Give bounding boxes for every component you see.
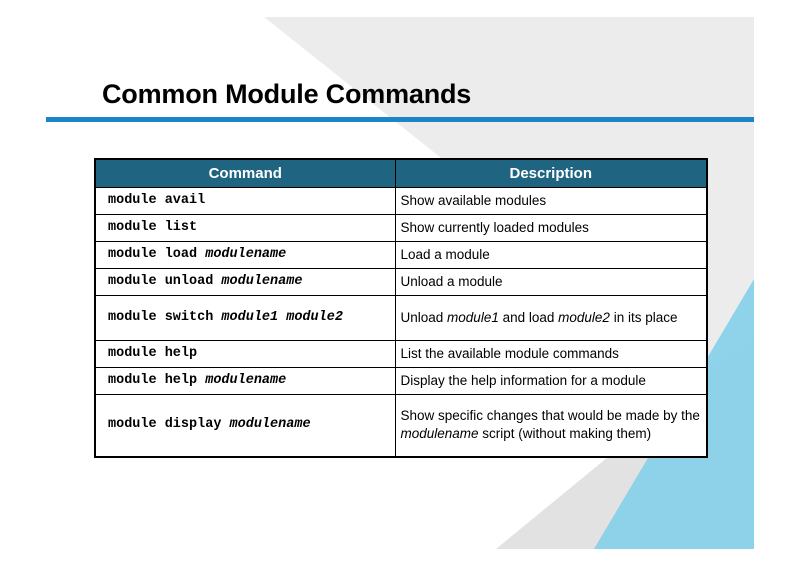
command-arg: modulename (229, 417, 311, 433)
slide (46, 17, 754, 549)
description-text: Unload a module (400, 274, 503, 289)
command-text: module display (108, 417, 230, 433)
description-italic: module1 (447, 310, 499, 325)
command-text: module avail (108, 193, 206, 208)
description-cell (395, 368, 707, 395)
table-row (95, 296, 707, 341)
description-cell (395, 215, 707, 242)
table-header-row (95, 159, 707, 188)
command-cell (95, 269, 395, 296)
command-cell (95, 395, 395, 457)
description-cell (395, 188, 707, 215)
command-cell (95, 188, 395, 215)
description-cell (395, 341, 707, 368)
description-text: Display the help information for a module (400, 373, 646, 388)
commands-table (94, 158, 708, 458)
description-text: Unload (400, 310, 448, 325)
description-text: Show available modules (400, 193, 547, 208)
command-text: module load (108, 247, 206, 262)
title-underline (46, 117, 754, 122)
description-text: script (without making them) (478, 426, 652, 442)
command-cell (95, 341, 395, 368)
description-italic: modulename (400, 426, 479, 442)
description-cell (395, 269, 707, 296)
header-command: Command (95, 159, 395, 188)
table-row (95, 395, 707, 457)
command-cell (95, 215, 395, 242)
command-arg: modulename (221, 274, 303, 289)
description-text: Show specific changes that would be made by the (400, 408, 700, 424)
description-text: List the available module commands (400, 346, 619, 361)
command-text: module help (108, 373, 206, 388)
command-arg: module1 module2 (221, 310, 343, 325)
table-row (95, 242, 707, 269)
command-text: module help (108, 346, 198, 361)
table-row (95, 269, 707, 296)
description-cell (395, 242, 707, 269)
command-arg: modulename (205, 247, 287, 262)
command-text: module switch (108, 310, 222, 325)
description-text: in its place (609, 310, 678, 325)
description-cell (395, 395, 707, 457)
description-cell (395, 296, 707, 341)
description-text: Show currently loaded modules (400, 220, 589, 235)
command-text: module unload (108, 274, 222, 289)
command-cell (95, 296, 395, 341)
table-row (95, 215, 707, 242)
table-row (95, 188, 707, 215)
description-text: and load (498, 310, 559, 325)
slide-title: Common Module Commands (102, 79, 472, 109)
command-text: module list (108, 220, 198, 235)
table-row (95, 341, 707, 368)
command-cell (95, 242, 395, 269)
command-cell (95, 368, 395, 395)
command-arg: modulename (205, 373, 287, 388)
header-description: Description (395, 159, 707, 188)
table-row (95, 368, 707, 395)
description-text: Load a module (400, 247, 490, 262)
description-italic: module2 (558, 310, 610, 325)
